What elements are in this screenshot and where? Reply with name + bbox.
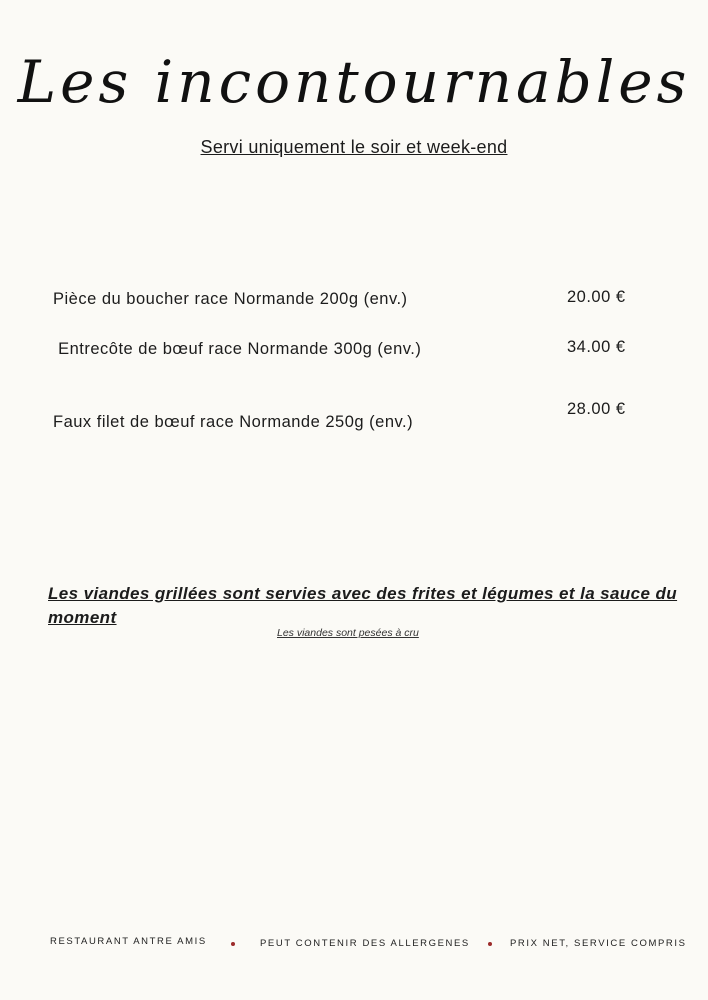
- menu-item-name: Pièce du boucher race Normande 200g (env.): [53, 290, 408, 308]
- footer: [0, 937, 708, 951]
- menu-item-name: Faux filet de bœuf race Normande 250g (env.): [53, 413, 414, 431]
- service-hours-subtitle: Servi uniquement le soir et week-end: [200, 137, 508, 157]
- weighing-note: Les viandes sont pesées à cru: [277, 627, 419, 639]
- menu-item-name: Entrecôte de bœuf race Normande 300g (env.): [53, 340, 422, 358]
- footer-pricing: PRIX NET, SERVICE COMPRIS: [510, 938, 687, 949]
- side-dishes-note: Les viandes grillées sont servies avec des frites et légumes et la sauce du moment: [48, 584, 678, 627]
- footer-separator-dot: [488, 942, 492, 946]
- menu-item-price: 20.00 €: [567, 288, 626, 306]
- footer-allergens: PEUT CONTENIR DES ALLERGENES: [260, 938, 470, 949]
- footer-separator-dot: [231, 942, 235, 946]
- menu-item-price: 28.00 €: [567, 400, 626, 418]
- title-svg: [0, 20, 708, 140]
- title-text: Les incontournables: [17, 48, 691, 116]
- menu-title: [0, 20, 708, 140]
- menu-item-price: 34.00 €: [567, 338, 626, 356]
- footer-restaurant-name: RESTAURANT ANTRE AMIS: [50, 936, 207, 947]
